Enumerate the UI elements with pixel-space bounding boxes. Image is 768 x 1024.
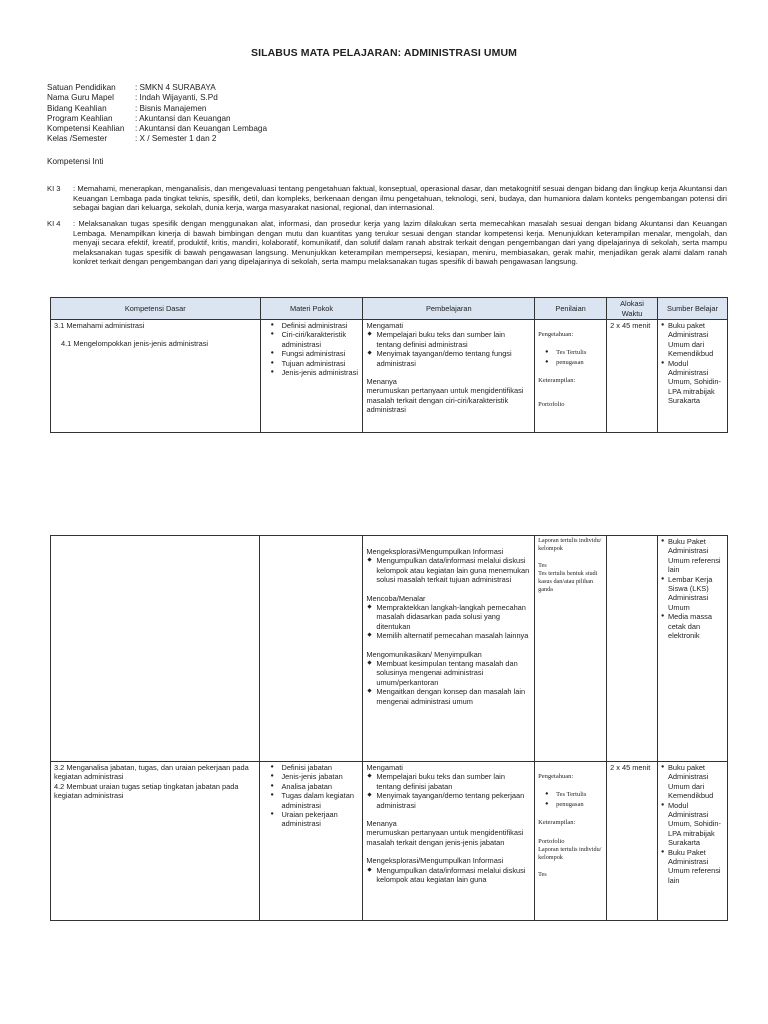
list-item: ● Tujuan administrasi	[282, 359, 360, 368]
syllabus-table-2	[50, 535, 728, 921]
header-sumber: Sumber Belajar	[658, 298, 728, 320]
info-value: : X / Semester 1 dan 2	[135, 134, 217, 144]
table-row	[51, 320, 728, 433]
header-alokasi: Alokasi Waktu	[607, 298, 658, 320]
list-item: ● Fungsi administrasi	[282, 349, 360, 358]
kd-cell	[51, 762, 260, 921]
list-item: ● Modul Administrasi Umum, Sohidin-LPA mitrabijak Surakarta	[661, 801, 724, 848]
assessment-label: Tes	[538, 562, 547, 569]
kd-cell	[51, 536, 260, 762]
kd-cell	[51, 320, 261, 433]
info-row	[47, 83, 267, 93]
alokasi-cell: 2 x 45 menit	[607, 320, 658, 433]
step-heading: Mencoba/Menalar	[366, 593, 426, 603]
pembelajaran-cell	[363, 320, 535, 433]
list-item: ◆ Mengumpulkan data/informasi melalui diskusi kelompok atau kegiatan lain guna menemukan solusi masalah terkait tujuan administrasi	[376, 556, 531, 584]
info-value: : Akuntansi dan Keuangan Lembaga	[135, 124, 268, 134]
list-item: ● Buku paket Administrasi Umum dari Kemendikbud	[661, 763, 724, 801]
step-heading: Mengomunikasikan/ Menyimpulkan	[366, 649, 482, 659]
materi-cell	[260, 762, 363, 921]
list-item: ● Tes Tertulis	[556, 348, 603, 357]
assessment-label: Portofolio	[538, 837, 565, 845]
list-item: ● Uraian pekerjaan administrasi	[281, 810, 359, 829]
info-row	[47, 124, 267, 134]
list-item: ● Modul Administrasi Umum, Sohidin-LPA mitrabijak Surakarta	[661, 359, 724, 406]
list-item: ◆ Memilih alternatif pemecahan masalah lainnya	[376, 631, 531, 640]
info-label: Program Keahlian	[47, 113, 113, 123]
list-item: ● penugasan	[556, 358, 603, 367]
list-item: ● Definisi administrasi	[282, 321, 360, 330]
info-row	[47, 93, 267, 103]
list-item: ● Jenis-jenis administrasi	[282, 368, 360, 377]
list-item: ● Jenis-jenis jabatan	[281, 772, 359, 781]
info-label: Nama Guru Mapel	[47, 93, 114, 103]
list-item: ● Tes Tertulis	[556, 790, 603, 799]
list-item: ● Buku Paket Administrasi Umum referensi lain	[661, 848, 724, 886]
step-heading: Mengamati	[366, 763, 403, 772]
ki-item	[47, 219, 727, 267]
ki-item	[47, 184, 727, 213]
pembelajaran-cell	[363, 536, 535, 762]
list-item: ◆ Mengaitkan dengan konsep dan masalah lain mengenai administrasi umum	[376, 687, 531, 706]
list-item: ● penugasan	[556, 800, 603, 809]
assessment-label: Keterampilan:	[538, 377, 576, 385]
step-heading: Mengamati	[366, 321, 404, 330]
info-label: Kelas /Semester	[47, 134, 108, 144]
step-heading: Menanya	[366, 377, 397, 387]
header-pembelajaran: Pembelajaran	[363, 298, 535, 320]
list-item: ◆ Mengumpulkan data/informasi melalui diskusi kelompok atau kegiatan lain guna	[376, 866, 531, 885]
info-value: : Indah Wijayanti, S.Pd	[135, 93, 218, 103]
list-item: ● Analisa jabatan	[281, 782, 359, 791]
list-item: ◆ Mempraktekkan langkah-langkah pemecahan masalah didasarkan pada solusi yang ditentukan	[376, 603, 531, 631]
list-item: ● Tugas dalam kegiatan administrasi	[281, 791, 359, 810]
list-item: ● Lembar Kerja Siswa (LKS) Administrasi Umum	[661, 575, 724, 613]
materi-cell	[260, 536, 363, 762]
pembelajaran-cell	[363, 762, 535, 921]
list-item: ◆ Membuat kesimpulan tentang masalah dan solusinya mengenai administrasi umum/perkantoran	[376, 659, 531, 687]
assessment-label: Tes tertulis bentuk studi kasus dan/atau pilihan ganda	[538, 570, 598, 593]
sumber-cell	[658, 762, 728, 921]
table-row	[51, 536, 728, 762]
list-item: ◆ Mempelajari buku teks dan sumber lain tentang definisi administrasi	[376, 330, 531, 349]
assessment-label: Portofolio	[538, 400, 565, 408]
kd-text: 4.1 Mengelompokkan jenis-jenis administrasi	[61, 339, 209, 349]
assessment-label: Pengetahuan:	[538, 331, 574, 338]
identity-block	[47, 83, 267, 145]
info-value: : SMKN 4 SURABAYA	[135, 83, 216, 92]
ki-code: KI 3	[47, 184, 61, 193]
list-item: ◆ Menyimak tayangan/demo tentang fungsi administrasi	[376, 349, 531, 368]
assessment-label: Keterampilan:	[538, 819, 576, 827]
ki-heading: Kompetensi Inti	[47, 157, 104, 166]
header-materi: Materi Pokok	[260, 298, 363, 320]
materi-cell	[260, 320, 363, 433]
info-row	[47, 104, 267, 114]
info-row	[47, 114, 267, 124]
alokasi-cell	[607, 536, 658, 762]
info-label: Bidang Keahlian	[47, 103, 107, 113]
list-item: ● Ciri-ciri/karakteristik administrasi	[282, 330, 360, 349]
assessment-label: Laporan tertulis individu/ kelompok	[538, 537, 602, 552]
info-value: : Bisnis Manajemen	[135, 103, 207, 113]
penilaian-cell	[535, 320, 607, 433]
step-heading: Mengeksplorasi/Mengumpulkan Informasi	[366, 856, 504, 866]
assessment-label: Pengetahuan:	[538, 773, 574, 780]
sumber-cell	[658, 536, 728, 762]
sumber-cell	[658, 320, 728, 433]
list-item: ● Buku Paket Administrasi Umum referensi lain	[661, 537, 724, 575]
ki-text: : Melaksanakan tugas spesifik dengan menggunakan alat, informasi, dan prosedur kerja yang lazim dilakukan serta memecahkan masalah sesuai dengan bidang Akuntansi dan Keuangan Lembaga. Menampilkan kinerja di bawah bimbingan dengan mutu dan kuantitas yang terukur sesuai dengan standar kompetensi kerja. Menunjukkan keterampilan menalar, mengolah, dan menyaji secara efektif, kreatif, produktif, kritis, mandiri, kolaboratif, komunikatif, dan solutif dalam ranah abstrak terkait dengan pengembangan dari yang dipelajarinya di sekolah, serta mampu melaksanakan tugas spesifik di bawah pengawasan langsung. Menunjukkan keterampilan mempersepsi, kesiapan, meniru, membiasakan, gerak mahir, menjadikan gerak alami dalam ranah konkret terkait dengan pengembangan dari yang dipelajarinya di sekolah, serta mampu melaksanakan tugas spesifik di bawah pengawasan langsung.	[73, 219, 727, 267]
list-item: ● Definisi jabatan	[281, 763, 359, 772]
list-item: ● Buku paket Administrasi Umum dari Kemendikbud	[661, 321, 724, 359]
step-text: merumuskan pertanyaan untuk mengidentifikasi masalah terkait dengan jenis-jenis jabatan	[366, 828, 524, 847]
header-kd: Kompetensi Dasar	[51, 298, 261, 320]
info-row	[47, 134, 267, 144]
syllabus-table-1	[50, 297, 728, 433]
list-item: ◆ Mempelajari buku teks dan sumber lain tentang definisi jabatan	[376, 772, 531, 791]
kd-text: 3.1 Memahami administrasi	[54, 321, 145, 330]
kd-text: 4.2 Membuat uraian tugas setiap tingkatan jabatan pada kegiatan administrasi	[54, 781, 239, 801]
assessment-label: Tes	[538, 871, 547, 879]
info-label: Satuan Pendidikan	[47, 83, 116, 92]
table-row	[51, 762, 728, 921]
list-item: ● Media massa cetak dan elektronik	[661, 612, 724, 640]
info-value: : Akuntansi dan Keuangan	[135, 113, 231, 123]
penilaian-cell	[535, 762, 607, 921]
alokasi-cell: 2 x 45 menit	[607, 762, 658, 921]
step-heading: Menanya	[366, 819, 397, 829]
header-penilaian: Penilaian	[535, 298, 607, 320]
ki-code: KI 4	[47, 219, 61, 228]
list-item: ◆ Menyimak tayangan/demo tentang pekerjaan administrasi	[376, 791, 531, 810]
ki-text: : Memahami, menerapkan, menganalisis, dan mengevaluasi tentang pengetahuan faktual, konseptual, operasional dasar, dan metakognitif sesuai dengan bidang dan lingkup kerja Akuntansi dan Keuangan Lembaga pada tingkat teknis, spesifik, detil, dan kompleks, berkenaan dengan ilmu pengetahuan, teknologi, seni, budaya, dan humaniora dalam konteks pengembangan potensi diri sebagai bagian dari keluarga, sekolah, dunia kerja, warga masyarakat nasional, regional, dan internasional.	[73, 184, 727, 213]
document-title: SILABUS MATA PELAJARAN: ADMINISTRASI UMUM	[250, 47, 517, 59]
step-heading: Mengeksplorasi/Mengumpulkan Informasi	[366, 547, 504, 556]
penilaian-cell	[535, 536, 607, 762]
step-text: merumuskan pertanyaan untuk mengidentifikasi masalah terkait dengan ciri-ciri/karakteristik administrasi	[366, 386, 524, 415]
kd-text: 3.2 Menganalisa jabatan, tugas, dan uraian pekerjaan pada kegiatan administrasi	[54, 763, 249, 782]
info-label: Kompetensi Keahlian	[47, 124, 125, 134]
assessment-label: Laporan tertulis individu/ kelompok	[538, 846, 602, 862]
